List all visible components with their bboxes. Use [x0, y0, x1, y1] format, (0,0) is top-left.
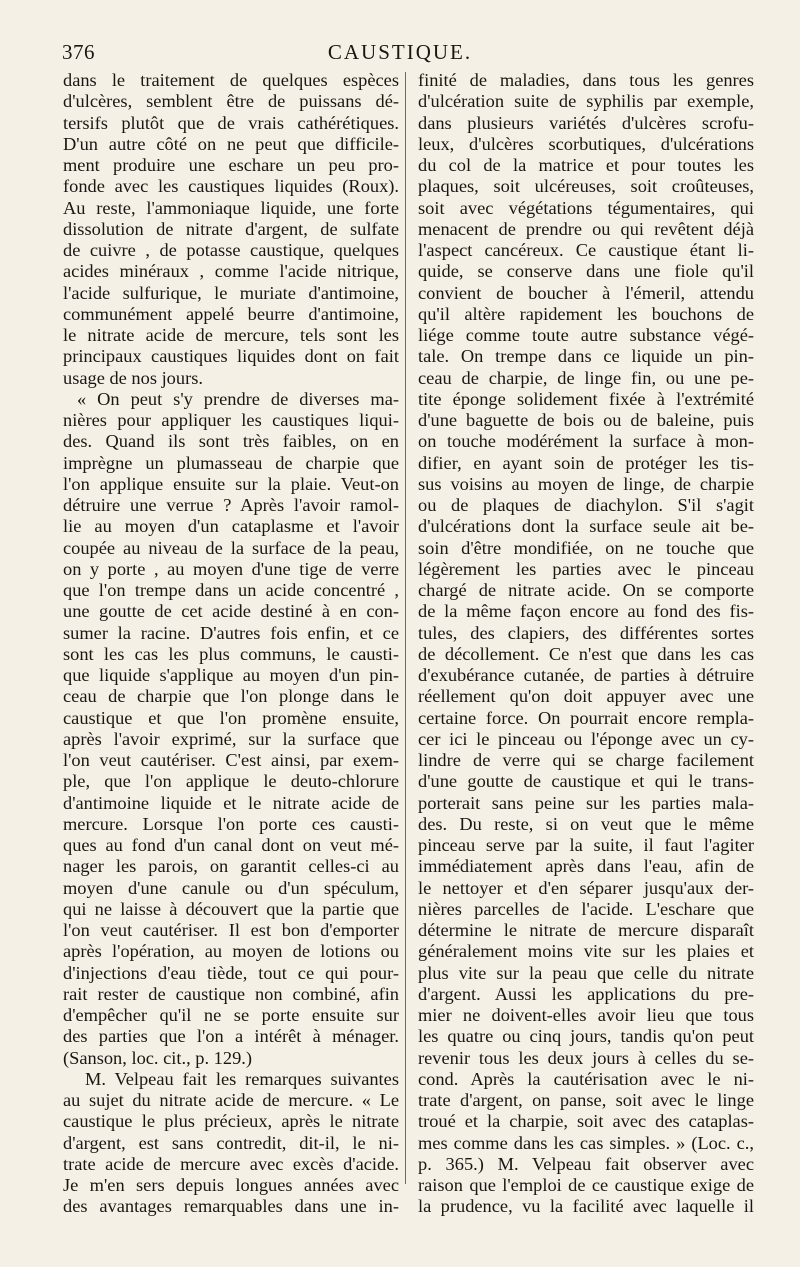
text-line: menacent de prendre ou qui revêtent déjà	[418, 218, 754, 239]
text-line: légèrement les parties avec le pinceau	[418, 558, 754, 579]
text-line: quide, se conserve dans une fiole qu'il	[418, 261, 754, 282]
text-line: D'un autre côté on ne peut que difficile-	[63, 133, 399, 154]
text-line: liége comme toute autre substance végé-	[418, 325, 754, 345]
text-line: sont les cas les plus communs, le causti-	[63, 643, 399, 664]
text-line: nières parcelles de l'acide. L'eschare que	[418, 898, 754, 919]
text-line: dissolution de nitrate d'argent, de sulfate	[63, 218, 399, 239]
text-line: mes comme dans les cas simples. » (Loc. c.,	[418, 1132, 754, 1153]
text-line: dans plusieurs variétés d'ulcères scrofu-	[418, 112, 754, 133]
text-line: cer ici le pinceau ou l'éponge avec un cy-	[418, 728, 754, 749]
text-line: revenir tous les deux jours à celles du se-	[418, 1047, 754, 1068]
right-column	[418, 70, 754, 1218]
text-line: pinceau serve par la suite, il faut l'agiter	[418, 835, 754, 855]
text-line: le nettoyer et d'en séparer jusqu'aux der-	[418, 877, 754, 898]
text-line: nager les parois, on garantit celles-ci au	[63, 856, 399, 877]
text-line: détermine le nitrate de mercure disparaît	[418, 920, 754, 940]
text-line: Au reste, l'ammoniaque liquide, une forte	[63, 197, 399, 218]
text-line: lie au moyen d'un cataplasme et l'avoir	[63, 516, 399, 537]
text-line: acides minéraux , comme l'acide nitrique,	[63, 261, 399, 282]
text-line: après l'avoir exprimé, sur la surface que	[63, 728, 399, 749]
text-line: de cuivre , de potasse caustique, quelques	[63, 240, 399, 260]
text-line: d'ulcérations dont la surface seule ait be-	[418, 516, 754, 537]
text-line: coupée au niveau de la surface de la peau,	[63, 537, 399, 558]
text-line: sus voisins au moyen de linge, de charpie	[418, 473, 754, 494]
text-line: tules, des clapiers, des différentes sortes	[418, 622, 754, 643]
text-line: convient de boucher à l'émeril, attendu	[418, 282, 754, 303]
text-line: d'une goutte de caustique et qui le trans-	[418, 771, 754, 792]
text-line: communément appelé beurre d'antimoine,	[63, 303, 399, 324]
text-line: l'on applique ensuite sur la plaie. Veut-on	[63, 473, 399, 494]
text-line: ment produire une eschare un peu pro-	[63, 155, 399, 175]
text-line: M. Velpeau fait les remarques suivantes	[85, 1068, 399, 1089]
text-line: plus vite sur la peau que celle du nitrate	[418, 962, 754, 983]
text-line: détruire une verrue ? Après l'avoir ramol-	[63, 495, 399, 515]
text-line: moyen d'une canule ou d'un spéculum,	[63, 877, 399, 898]
text-line: qu'il altère rapidement les bouchons de	[418, 303, 754, 324]
text-line: de décollement. Ce n'est que dans les cas	[418, 643, 754, 664]
text-line: d'ulcération suite de syphilis par exemple,	[418, 91, 754, 112]
text-line: au sujet du nitrate acide de mercure. « Le	[63, 1090, 399, 1110]
text-line: ceau de charpie que l'on plonge dans le	[63, 686, 399, 707]
text-line: finité de maladies, dans tous les genres	[418, 70, 754, 90]
text-line: l'on veut cautériser. Il est bon d'emporter	[63, 920, 399, 940]
text-line: le nitrate acide de mercure, tels sont les	[63, 325, 399, 345]
text-line: lindre de verre qui se charge facilement	[418, 750, 754, 770]
text-line: tale. On trempe dans ce liquide un pin-	[418, 346, 754, 367]
text-line: cond. Après la cautérisation avec le ni-	[418, 1068, 754, 1089]
text-line: porterait sans peine sur les parties mala-	[418, 792, 754, 813]
text-line: après l'opération, au moyen de lotions ou	[63, 941, 399, 962]
text-line: réellement qu'on doit appuyer avec une	[418, 686, 754, 707]
text-line: imprègne un plumasseau de charpie que	[63, 452, 399, 473]
text-line: ple, que l'on applique le deuto-chlorure	[63, 771, 399, 792]
text-line: tite éponge solidement fixée à l'extrémité	[418, 388, 754, 409]
text-line: ou de plaques de diachylon. S'il s'agit	[418, 495, 754, 515]
text-line: mier ne doivent-elles avoir lieu que tous	[418, 1005, 754, 1025]
text-line: rait rester de caustique non combiné, afin	[63, 983, 399, 1004]
text-line: trate acide de mercure avec excès d'acide.	[63, 1153, 399, 1174]
text-line: principaux caustiques liquides dont on fait	[63, 346, 399, 367]
text-line: ceau de charpie, de linge fin, ou une pe-	[418, 367, 754, 388]
text-line: l'aspect cancéreux. Ce caustique étant li-	[418, 240, 754, 260]
text-line: les quatre ou cinq jours, tandis qu'on peut	[418, 1026, 754, 1047]
text-line: une goutte de cet acide destiné à en con-	[63, 601, 399, 622]
text-line: d'injections d'eau tiède, tout ce qui pour-	[63, 962, 399, 983]
text-line: d'argent. Aussi les applications du pre-	[418, 983, 754, 1004]
text-line: de la même façon encore au fond des fis-	[418, 601, 754, 622]
page-number: 376	[62, 40, 95, 64]
text-line: Je m'en sers depuis longues années avec	[63, 1175, 399, 1195]
text-line: p. 365.) M. Velpeau fait observer avec	[418, 1153, 754, 1174]
text-line: dans le traitement de quelques espèces	[63, 70, 399, 90]
text-line: nières pour appliquer les caustiques liqui-	[63, 410, 399, 430]
column-divider	[405, 72, 406, 1184]
text-line: qui ne laisse à découvert que la partie que	[63, 898, 399, 919]
text-line: leux, d'ulcères scorbutiques, d'ulcérations	[418, 133, 754, 154]
text-line: chargé de nitrate acide. On se comporte	[418, 580, 754, 600]
text-line: généralement moins vite sur les plaies et	[418, 941, 754, 962]
text-line: que liquide s'applique au moyen d'un pin-	[63, 665, 399, 685]
text-line: l'on veut cautériser. C'est ainsi, par exem-	[63, 750, 399, 770]
running-title: CAUSTIQUE.	[327, 40, 473, 64]
text-line: d'exubérance cutanée, de parties à détruire	[418, 665, 754, 685]
text-line: (Sanson, loc. cit., p. 129.)	[63, 1047, 252, 1068]
text-line: « On peut s'y prendre de diverses ma-	[77, 388, 399, 409]
text-line: d'ulcères, semblent être de puissans dé-	[63, 91, 399, 112]
text-line: caustique et que l'on promène ensuite,	[63, 707, 399, 728]
text-line: sumer la racine. D'autres fois enfin, et ce	[63, 622, 399, 643]
text-line: fonde avec les caustiques liquides (Roux).	[63, 176, 399, 197]
text-line: raison que l'emploi de ce caustique exige de	[418, 1175, 754, 1195]
text-line: soin d'être mondifiée, on ne touche que	[418, 537, 754, 558]
text-line: d'antimoine liquide et le nitrate acide de	[63, 792, 399, 813]
text-line: trate d'argent, on panse, soit avec le linge	[418, 1090, 754, 1110]
text-line: on y porte , au moyen d'une tige de verre	[63, 558, 399, 579]
text-line: troué et la charpie, soit avec des cataplas-	[418, 1111, 754, 1132]
text-line: immédiatement après dans l'eau, afin de	[418, 856, 754, 877]
text-line: certaine force. On pourrait encore rempla-	[418, 707, 754, 728]
text-line: difier, en ayant soin de protéger les tis-	[418, 452, 754, 473]
text-line: d'argent, est sans contredit, dit-il, le ni-	[63, 1132, 399, 1153]
text-line: plaques, soit ulcéreuses, soit croûteuses,	[418, 176, 754, 197]
text-line: tersifs plutôt que de vrais cathérétiques.	[63, 112, 399, 133]
text-line: d'une baguette de bois ou de baleine, puis	[418, 410, 754, 430]
text-line: caustique le plus précieux, après le nitrate	[63, 1111, 399, 1132]
text-line: ques au fond d'un canal dont on veut mé-	[63, 835, 399, 855]
text-line: que l'on trempe dans un acide concentré ,	[63, 580, 399, 600]
text-line: des. Du reste, si on veut que le même	[418, 813, 754, 834]
text-line: des avantages remarquables dans une in-	[63, 1196, 399, 1217]
text-line: des parties que l'on a intérêt à ménager.	[63, 1026, 399, 1047]
text-line: l'acide sulfurique, le muriate d'antimoine,	[63, 282, 399, 303]
text-line: d'empêcher qu'il ne se porte ensuite sur	[63, 1005, 399, 1025]
text-line: des. Quand ils sont très faibles, on en	[63, 431, 399, 452]
left-column	[63, 70, 399, 1218]
text-line: soit avec végétations tégumentaires, qui	[418, 197, 754, 218]
text-line: mercure. Lorsque l'on porte ces causti-	[63, 813, 399, 834]
text-line: la prudence, vu la facilité avec laquelle il	[418, 1196, 754, 1217]
text-line: du col de la matrice et pour toutes les	[418, 155, 754, 175]
text-line: usage de nos jours.	[63, 367, 203, 388]
text-line: on touche modérément la surface à mon-	[418, 431, 754, 452]
